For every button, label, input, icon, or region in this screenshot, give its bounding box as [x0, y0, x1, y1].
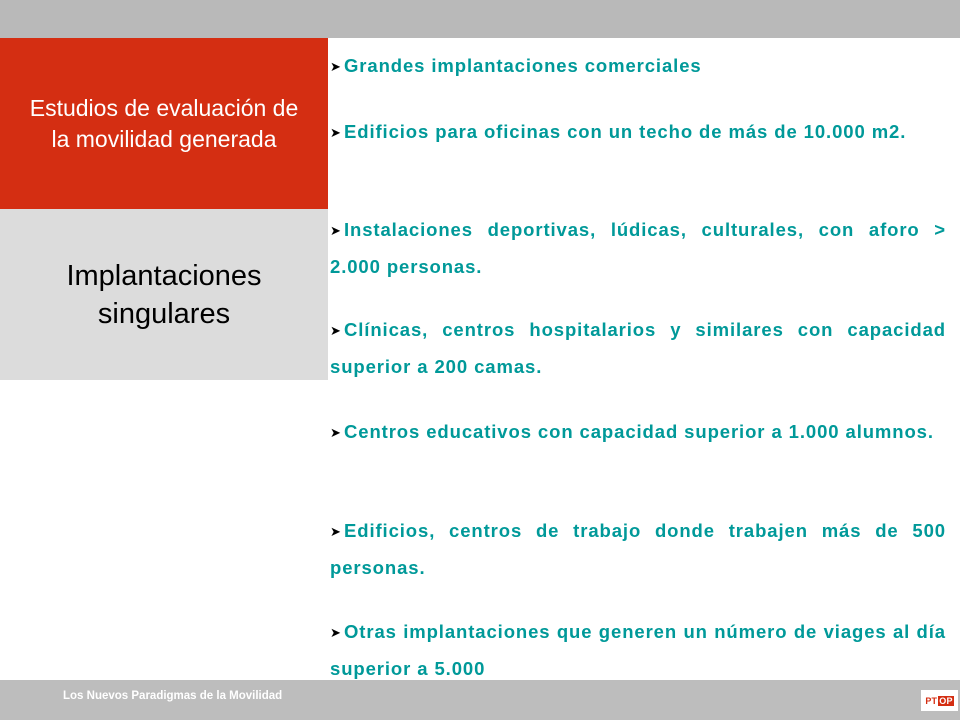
bullet-item [330, 212, 946, 285]
bullet-item [330, 614, 946, 687]
arrow-bullet-icon: ➤ [330, 323, 342, 338]
bullet-text: Centros educativos con capacidad superior a 1.000 alumnos. [344, 421, 934, 442]
logo-op: OP [939, 695, 953, 706]
slide-subtitle: Implantaciones singulares [66, 259, 262, 330]
arrow-bullet-icon: ➤ [330, 59, 342, 74]
top-bar [0, 0, 960, 38]
logo-pt: PT [925, 695, 938, 706]
bullet-text: Edificios para oficinas con un techo de más de 10.000 m2. [344, 121, 907, 142]
bullet-list [328, 38, 948, 680]
bullet-text: Grandes implantaciones comerciales [344, 55, 702, 76]
subtitle-box [0, 209, 328, 380]
arrow-bullet-icon: ➤ [330, 524, 342, 539]
arrow-bullet-icon: ➤ [330, 425, 342, 440]
bullet-text: Clínicas, centros hospitalarios y similares con capacidad superior a 200 camas. [330, 319, 946, 377]
bullet-item [330, 312, 946, 385]
arrow-bullet-icon: ➤ [330, 223, 342, 238]
bullet-text: Instalaciones deportivas, lúdicas, culturales, con aforo > 2.000 personas. [330, 219, 946, 277]
bullet-item [330, 48, 946, 85]
bullet-item [330, 114, 946, 151]
slide-title: Estudios de evaluación de la movilidad generada [29, 94, 299, 152]
ptop-logo [921, 690, 958, 711]
footer-text: Los Nuevos Paradigmas de la Movilidad [63, 690, 283, 702]
arrow-bullet-icon: ➤ [330, 625, 342, 640]
bullet-item [330, 414, 946, 451]
bullet-text: Edificios, centros de trabajo donde trabajen más de 500 personas. [330, 520, 946, 578]
bullet-text: Otras implantaciones que generen un número de viages al día superior a 5.000 [330, 621, 946, 679]
title-box [0, 38, 328, 209]
bullet-item [330, 513, 946, 586]
arrow-bullet-icon: ➤ [330, 125, 342, 140]
